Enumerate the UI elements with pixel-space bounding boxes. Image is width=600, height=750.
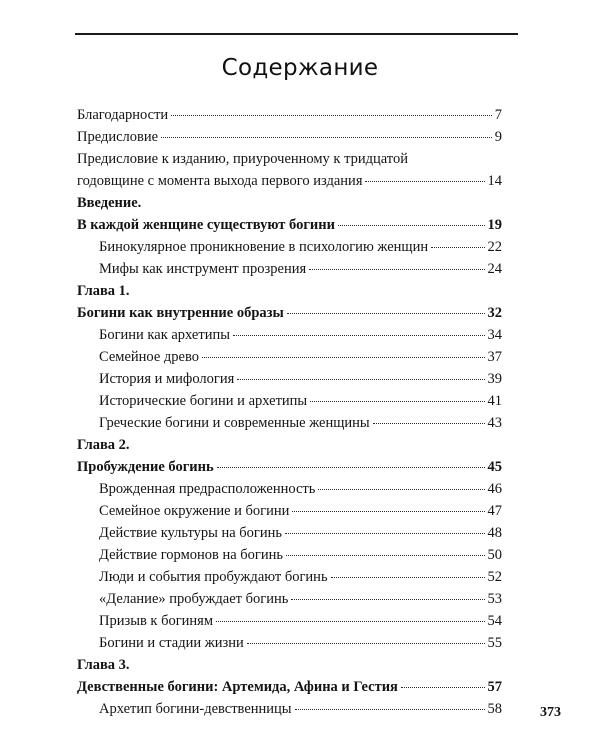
- toc-entry-page: 41: [487, 393, 502, 409]
- toc-entry-page: 52: [487, 569, 502, 585]
- toc-entry-label: Семейное древо: [99, 349, 199, 365]
- dot-leader: [202, 357, 485, 358]
- toc-entry-label: В каждой женщине существуют богини: [77, 217, 335, 233]
- toc-entry-page: 57: [487, 679, 502, 695]
- toc-entry-page: 22: [487, 239, 502, 255]
- dot-leader: [338, 225, 485, 226]
- toc-entry-label: Семейное окружение и богини: [99, 503, 290, 519]
- dot-leader: [286, 555, 484, 556]
- dot-leader: [161, 137, 492, 138]
- toc-subentry: [77, 698, 502, 720]
- toc-subentry: [77, 522, 502, 544]
- toc-subentry: [77, 412, 502, 434]
- toc-entry-anniversary-preface: [77, 148, 502, 192]
- toc-entry-label: История и мифология: [99, 371, 235, 387]
- dot-leader: [247, 643, 485, 644]
- toc-heading-label: Глава 3.: [77, 657, 130, 673]
- toc-entry-label-line1: Предисловие к изданию, приуроченному к тридцатой: [77, 151, 408, 167]
- toc-subentry: [77, 500, 502, 522]
- toc-subentry: [77, 324, 502, 346]
- toc-entry-label: Пробуждение богинь: [77, 459, 214, 475]
- dot-leader: [331, 577, 485, 578]
- toc-subentry: [77, 478, 502, 500]
- toc-entry-label: Люди и события пробуждают богинь: [99, 569, 328, 585]
- toc-heading-label: Глава 1.: [77, 283, 130, 299]
- toc-subentry: [77, 610, 502, 632]
- toc-entry-label: Действие культуры на богинь: [99, 525, 282, 541]
- dot-leader: [309, 269, 484, 270]
- toc-subentry: [77, 390, 502, 412]
- toc-entry-page: 43: [487, 415, 502, 431]
- toc-entry-page: 37: [487, 349, 502, 365]
- toc-entry-page: 50: [487, 547, 502, 563]
- page-number: 373: [540, 705, 561, 720]
- toc-entry-page: 9: [494, 129, 502, 145]
- toc-entry-page: 7: [494, 107, 502, 123]
- dot-leader: [237, 379, 484, 380]
- toc-section-heading-chapter-1: [77, 280, 502, 302]
- dot-leader: [431, 247, 484, 248]
- toc-subentry: [77, 632, 502, 654]
- toc-subentry: [77, 544, 502, 566]
- toc-section-heading-introduction: [77, 192, 502, 214]
- toc-entry-preface: [77, 126, 502, 148]
- toc-section-heading-chapter-2: [77, 434, 502, 456]
- toc-heading-label: Глава 2.: [77, 437, 130, 453]
- toc-entry-page: 34: [487, 327, 502, 343]
- dot-leader: [171, 115, 492, 116]
- dot-leader: [373, 423, 485, 424]
- page-title: Содержание: [221, 55, 379, 81]
- toc-entry-label: Богини как архетипы: [99, 327, 230, 343]
- toc-entry-page: 48: [487, 525, 502, 541]
- toc-entry-label: Врожденная предрасположенность: [99, 481, 316, 497]
- toc-entry-label: Архетип богини-девственницы: [99, 701, 292, 717]
- toc-entry-page: 14: [487, 173, 502, 189]
- toc-heading-label: Введение.: [77, 195, 142, 211]
- toc-entry-page: 19: [487, 217, 502, 233]
- dot-leader: [295, 709, 485, 710]
- toc-subentry: [77, 236, 502, 258]
- toc-entry-chapter-3: [77, 676, 502, 698]
- toc-subentry: [77, 566, 502, 588]
- dot-leader: [318, 489, 484, 490]
- dot-leader: [217, 467, 485, 468]
- dot-leader: [233, 335, 485, 336]
- dot-leader: [401, 687, 485, 688]
- dot-leader: [365, 181, 484, 182]
- toc-entry-page: 58: [487, 701, 502, 717]
- toc-entry-page: 47: [487, 503, 502, 519]
- toc-entry-label: Призыв к богиням: [99, 613, 214, 629]
- toc-subentry: [77, 258, 502, 280]
- toc-section-heading-chapter-3: [77, 654, 502, 676]
- toc-entry-label: Предисловие: [77, 129, 159, 145]
- top-rule: [75, 33, 518, 35]
- dot-leader: [285, 533, 485, 534]
- dot-leader: [310, 401, 484, 402]
- toc-subentry: [77, 368, 502, 390]
- toc-entry-page: 54: [487, 613, 502, 629]
- toc-entry-label: Богини как внутренние образы: [77, 305, 284, 321]
- toc-entry-label: Исторические богини и архетипы: [99, 393, 308, 409]
- toc-entry-label: годовщине с момента выхода первого издания: [77, 173, 363, 189]
- toc-entry-label: Богини и стадии жизни: [99, 635, 244, 651]
- toc-entry-acknowledgements: [77, 104, 502, 126]
- toc-entry-label: «Делание» пробуждает богинь: [99, 591, 289, 607]
- toc-entry-chapter-intro: [77, 214, 502, 236]
- toc-entry-page: 46: [487, 481, 502, 497]
- toc-entry-label: Мифы как инструмент прозрения: [99, 261, 307, 277]
- dot-leader: [292, 511, 484, 512]
- toc-entry-label: Действие гормонов на богинь: [99, 547, 284, 563]
- toc-entry-chapter-1: [77, 302, 502, 324]
- toc-entry-page: 53: [487, 591, 502, 607]
- toc-entry-label: Бинокулярное проникновение в психологию женщин: [99, 239, 429, 255]
- toc-entry-page: 39: [487, 371, 502, 387]
- table-of-contents: [77, 104, 502, 720]
- dot-leader: [216, 621, 484, 622]
- toc-entry-label: Благодарности: [77, 107, 169, 123]
- toc-entry-page: 55: [487, 635, 502, 651]
- toc-entry-page: 32: [487, 305, 502, 321]
- dot-leader: [291, 599, 484, 600]
- toc-entry-page: 45: [487, 459, 502, 475]
- toc-subentry: [77, 588, 502, 610]
- toc-subentry: [77, 346, 502, 368]
- dot-leader: [287, 313, 485, 314]
- toc-entry-label: Греческие богини и современные женщины: [99, 415, 370, 431]
- toc-entry-page: 24: [487, 261, 502, 277]
- toc-entry-chapter-2: [77, 456, 502, 478]
- toc-entry-label: Девственные богини: Артемида, Афина и Гестия: [77, 679, 398, 695]
